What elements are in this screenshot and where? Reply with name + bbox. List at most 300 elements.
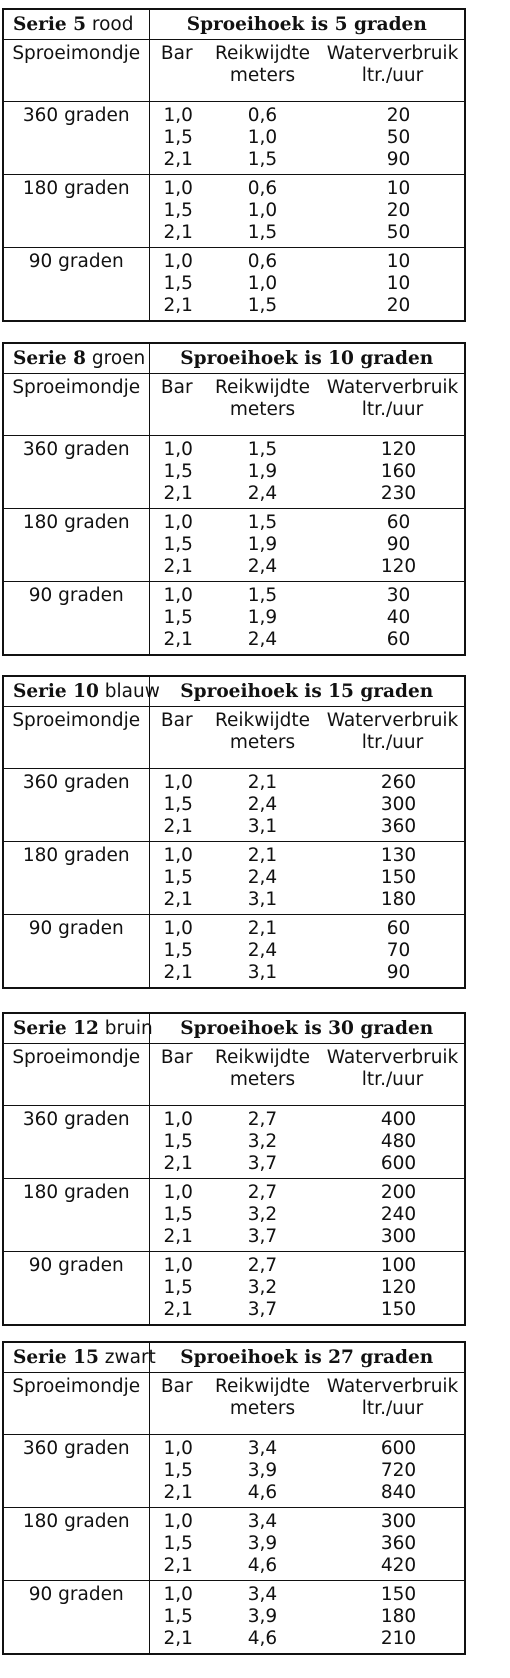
column-header-row [3,40,465,102]
reach-cell [204,1252,321,1326]
water-value: 130 [380,845,417,866]
bar-cell [149,1508,204,1581]
water-value: 20 [386,200,411,221]
reach-value: 2,4 [247,629,278,650]
header-water [321,1044,465,1106]
header-water-line-1: Waterverbruik [326,1376,459,1397]
reach-value: 3,4 [247,1511,278,1532]
water-value: 50 [386,222,411,243]
spray-angle: Sproeihoek is 30 graden [149,1013,465,1044]
water-cell [321,582,465,656]
reach-cell [204,1435,321,1508]
header-bar [149,707,204,769]
nozzle-type: 180 graden [22,178,130,199]
reach-value: 2,4 [247,940,278,961]
table-title-row [3,343,465,374]
water-value: 10 [386,251,411,272]
bar-value: 1,5 [163,1204,193,1225]
reach-cell [204,769,321,842]
water-cell [321,248,465,322]
water-value: 100 [380,1255,417,1276]
column-header-row [3,707,465,769]
water-value: 30 [386,585,411,606]
table-row-group [3,175,465,248]
reach-value: 0,6 [247,105,278,126]
spray-angle: Sproeihoek is 10 graden [149,343,465,374]
water-value: 20 [386,295,411,316]
header-water [321,40,465,102]
spray-angle: Sproeihoek is 27 graden [149,1342,465,1373]
table-row-group [3,1179,465,1252]
water-cell [321,1435,465,1508]
reach-cell [204,1179,321,1252]
bar-value: 2,1 [163,629,193,650]
water-value: 150 [380,1299,417,1320]
bar-value: 2,1 [163,1226,193,1247]
header-reach-line-1: Reikwijdte [214,43,311,64]
bar-value: 2,1 [163,295,193,316]
bar-cell [149,769,204,842]
bar-value: 1,0 [163,1511,193,1532]
reach-value: 1,5 [247,295,278,316]
water-cell [321,769,465,842]
reach-value: 2,1 [247,845,278,866]
reach-cell [204,509,321,582]
reach-cell [204,1581,321,1655]
header-reach [204,1373,321,1435]
nozzle-cell [3,842,149,915]
nozzle-type: 360 graden [22,1438,130,1459]
nozzle-cell [3,915,149,989]
bar-cell [149,582,204,656]
water-value: 10 [386,273,411,294]
reach-value: 2,1 [247,772,278,793]
spec-table [2,1341,466,1655]
header-reach-line-2: meters [229,1069,296,1090]
spec-table [2,342,466,656]
reach-value: 3,7 [247,1299,278,1320]
water-value: 20 [386,105,411,126]
water-cell [321,1106,465,1179]
header-water-line-1: Waterverbruik [326,377,459,398]
table-row-group [3,1252,465,1326]
bar-value: 1,5 [163,1533,193,1554]
nozzle-cell [3,175,149,248]
water-value: 300 [380,1511,417,1532]
header-bar-text: Bar [160,710,193,731]
reach-value: 4,6 [247,1555,278,1576]
header-reach-line-1: Reikwijdte [214,377,311,398]
header-water [321,707,465,769]
column-header-row [3,374,465,436]
reach-value: 0,6 [247,251,278,272]
water-value: 90 [386,962,411,983]
reach-value: 3,7 [247,1226,278,1247]
nozzle-cell [3,1106,149,1179]
nozzle-cell [3,509,149,582]
reach-value: 3,1 [247,816,278,837]
header-nozzle [3,1373,149,1435]
bar-cell [149,915,204,989]
water-value: 720 [380,1460,417,1481]
bar-value: 1,5 [163,273,193,294]
bar-value: 1,5 [163,534,193,555]
nozzle-type: 180 graden [22,1182,130,1203]
header-bar [149,374,204,436]
table-row-group [3,842,465,915]
water-value: 230 [380,483,417,504]
column-header-row [3,1044,465,1106]
bar-value: 1,0 [163,918,193,939]
bar-value: 1,5 [163,940,193,961]
header-water-line-1: Waterverbruik [326,1047,459,1068]
water-value: 70 [386,940,411,961]
header-bar-text: Bar [160,1376,193,1397]
water-value: 120 [380,439,417,460]
bar-value: 1,0 [163,1182,193,1203]
bar-value: 1,0 [163,251,193,272]
header-nozzle [3,1044,149,1106]
water-value: 360 [380,816,417,837]
reach-value: 1,5 [247,439,278,460]
bar-value: 2,1 [163,149,193,170]
water-value: 180 [380,1606,417,1627]
bar-value: 1,0 [163,512,193,533]
nozzle-type: 180 graden [22,1511,130,1532]
table-title-row [3,9,465,40]
spec-table [2,1012,466,1326]
reach-value: 1,5 [247,512,278,533]
bar-value: 1,5 [163,200,193,221]
water-value: 150 [380,1584,417,1605]
water-value: 90 [386,534,411,555]
reach-value: 3,9 [247,1606,278,1627]
water-value: 300 [380,794,417,815]
column-header-row [3,1373,465,1435]
reach-value: 3,1 [247,889,278,910]
water-value: 360 [380,1533,417,1554]
bar-value: 1,0 [163,1584,193,1605]
header-nozzle [3,40,149,102]
series-cell [3,1013,153,1044]
bar-value: 1,0 [163,1438,193,1459]
reach-value: 1,0 [247,273,278,294]
bar-value: 2,1 [163,1628,193,1649]
header-water-line-1: Waterverbruik [326,710,459,731]
nozzle-cell [3,102,149,175]
nozzle-cell [3,1179,149,1252]
water-cell [321,842,465,915]
bar-value: 1,0 [163,1109,193,1130]
reach-value: 2,1 [247,918,278,939]
bar-cell [149,102,204,175]
water-value: 260 [380,772,417,793]
bar-value: 1,0 [163,439,193,460]
water-value: 480 [380,1131,417,1152]
reach-cell [204,1106,321,1179]
header-bar-text: Bar [160,1047,193,1068]
water-value: 840 [380,1482,417,1503]
bar-value: 1,0 [163,585,193,606]
bar-cell [149,1252,204,1326]
header-water [321,374,465,436]
reach-value: 2,4 [247,556,278,577]
nozzle-cell [3,769,149,842]
nozzle-cell [3,248,149,322]
series-color: rood [91,14,134,35]
water-value: 200 [380,1182,417,1203]
nozzle-type: 180 graden [22,512,130,533]
bar-cell [149,436,204,509]
water-value: 210 [380,1628,417,1649]
bar-value: 2,1 [163,816,193,837]
reach-value: 1,9 [247,607,278,628]
reach-value: 3,2 [247,1204,278,1225]
bar-value: 2,1 [163,1555,193,1576]
water-value: 400 [380,1109,417,1130]
table-row-group [3,582,465,656]
water-value: 50 [386,127,411,148]
reach-value: 1,5 [247,585,278,606]
water-cell [321,509,465,582]
reach-cell [204,582,321,656]
reach-cell [204,436,321,509]
table-row-group [3,509,465,582]
reach-value: 2,4 [247,794,278,815]
reach-value: 3,4 [247,1438,278,1459]
bar-value: 1,5 [163,1460,193,1481]
water-value: 120 [380,1277,417,1298]
reach-value: 2,4 [247,483,278,504]
water-cell [321,175,465,248]
bar-value: 1,5 [163,461,193,482]
reach-value: 1,5 [247,222,278,243]
bar-value: 1,0 [163,105,193,126]
series-cell [3,9,149,40]
header-reach [204,707,321,769]
water-cell [321,1252,465,1326]
reach-value: 1,9 [247,461,278,482]
spray-angle: Sproeihoek is 5 graden [149,9,465,40]
bar-cell [149,1106,204,1179]
water-value: 10 [386,178,411,199]
bar-cell [149,842,204,915]
nozzle-cell [3,1508,149,1581]
spray-angle: Sproeihoek is 15 graden [149,676,465,707]
nozzle-type: 360 graden [22,105,130,126]
bar-value: 1,5 [163,1606,193,1627]
nozzle-type: 90 graden [28,1584,124,1605]
header-water-line-2: ltr./uur [361,399,424,420]
series-cell [3,1342,156,1373]
bar-value: 1,5 [163,867,193,888]
bar-cell [149,248,204,322]
nozzle-type: 360 graden [22,1109,130,1130]
header-nozzle [3,374,149,436]
bar-cell [149,175,204,248]
table-row-group [3,1581,465,1655]
nozzle-type: 90 graden [28,585,124,606]
water-value: 60 [386,512,411,533]
water-value: 120 [380,556,417,577]
header-reach-line-2: meters [229,399,296,420]
header-nozzle-text: Sproeimondje [12,710,141,731]
reach-cell [204,175,321,248]
water-cell [321,915,465,989]
bar-value: 2,1 [163,1482,193,1503]
reach-cell [204,842,321,915]
header-water-line-1: Waterverbruik [326,43,459,64]
water-value: 60 [386,629,411,650]
header-nozzle-text: Sproeimondje [12,1376,141,1397]
nozzle-type: 90 graden [28,918,124,939]
header-bar [149,1044,204,1106]
nozzle-type: 90 graden [28,251,124,272]
bar-value: 2,1 [163,556,193,577]
table-row-group [3,102,465,175]
header-reach-line-2: meters [229,1398,296,1419]
reach-value: 3,1 [247,962,278,983]
reach-value: 2,7 [247,1109,278,1130]
header-reach [204,1044,321,1106]
header-reach-line-1: Reikwijdte [214,710,311,731]
table-title-row [3,676,465,707]
bar-value: 1,5 [163,1131,193,1152]
nozzle-cell [3,582,149,656]
header-reach-line-2: meters [229,732,296,753]
reach-value: 4,6 [247,1482,278,1503]
reach-value: 1,9 [247,534,278,555]
series-color: blauw [104,681,160,702]
bar-value: 2,1 [163,962,193,983]
header-nozzle-text: Sproeimondje [12,43,141,64]
nozzle-type: 360 graden [22,772,130,793]
reach-value: 3,2 [247,1277,278,1298]
water-value: 160 [380,461,417,482]
header-nozzle [3,707,149,769]
water-value: 150 [380,867,417,888]
table-row-group [3,436,465,509]
nozzle-cell [3,436,149,509]
water-cell [321,1581,465,1655]
bar-value: 2,1 [163,222,193,243]
water-value: 180 [380,889,417,910]
reach-value: 1,0 [247,200,278,221]
reach-value: 0,6 [247,178,278,199]
bar-value: 1,0 [163,772,193,793]
water-value: 90 [386,149,411,170]
reach-cell [204,1508,321,1581]
table-row-group [3,1106,465,1179]
header-reach-line-2: meters [229,65,296,86]
series-color: zwart [104,1347,156,1368]
bar-value: 1,5 [163,127,193,148]
water-value: 240 [380,1204,417,1225]
reach-value: 1,0 [247,127,278,148]
header-reach [204,374,321,436]
series-label: Serie 15 [13,1347,99,1368]
series-cell [3,343,149,374]
water-value: 60 [386,918,411,939]
spec-table [2,8,466,322]
water-value: 420 [380,1555,417,1576]
header-nozzle-text: Sproeimondje [12,1047,141,1068]
reach-value: 3,9 [247,1533,278,1554]
bar-value: 2,1 [163,483,193,504]
series-label: Serie 8 [13,348,86,369]
water-cell [321,102,465,175]
header-reach [204,40,321,102]
table-row-group [3,915,465,989]
bar-cell [149,1581,204,1655]
water-cell [321,1179,465,1252]
bar-value: 2,1 [163,1299,193,1320]
reach-value: 1,5 [247,149,278,170]
bar-value: 1,5 [163,607,193,628]
water-value: 600 [380,1438,417,1459]
water-cell [321,436,465,509]
nozzle-cell [3,1581,149,1655]
bar-value: 1,0 [163,845,193,866]
water-value: 300 [380,1226,417,1247]
reach-value: 4,6 [247,1628,278,1649]
reach-value: 3,9 [247,1460,278,1481]
header-bar [149,1373,204,1435]
header-water-line-2: ltr./uur [361,1398,424,1419]
header-water-line-2: ltr./uur [361,65,424,86]
reach-value: 2,7 [247,1255,278,1276]
series-label: Serie 10 [13,681,99,702]
series-cell [3,676,160,707]
bar-cell [149,1435,204,1508]
bar-value: 1,0 [163,1255,193,1276]
spec-table [2,675,466,989]
table-row-group [3,769,465,842]
header-water-line-2: ltr./uur [361,732,424,753]
bar-value: 1,5 [163,1277,193,1298]
water-cell [321,1508,465,1581]
bar-value: 1,5 [163,794,193,815]
bar-cell [149,509,204,582]
header-bar-text: Bar [160,43,193,64]
bar-cell [149,1179,204,1252]
reach-cell [204,102,321,175]
nozzle-type: 90 graden [28,1255,124,1276]
reach-value: 2,4 [247,867,278,888]
water-value: 40 [386,607,411,628]
table-row-group [3,1435,465,1508]
nozzle-type: 180 graden [22,845,130,866]
header-bar [149,40,204,102]
series-color: bruin [104,1018,153,1039]
water-value: 600 [380,1153,417,1174]
bar-value: 1,0 [163,178,193,199]
reach-value: 3,2 [247,1131,278,1152]
reach-cell [204,915,321,989]
series-label: Serie 5 [13,14,86,35]
header-water [321,1373,465,1435]
reach-value: 3,4 [247,1584,278,1605]
table-title-row [3,1342,465,1373]
header-bar-text: Bar [160,377,193,398]
nozzle-cell [3,1435,149,1508]
header-water-line-2: ltr./uur [361,1069,424,1090]
reach-value: 2,7 [247,1182,278,1203]
series-color: groen [91,348,146,369]
nozzle-cell [3,1252,149,1326]
bar-value: 2,1 [163,889,193,910]
table-title-row [3,1013,465,1044]
